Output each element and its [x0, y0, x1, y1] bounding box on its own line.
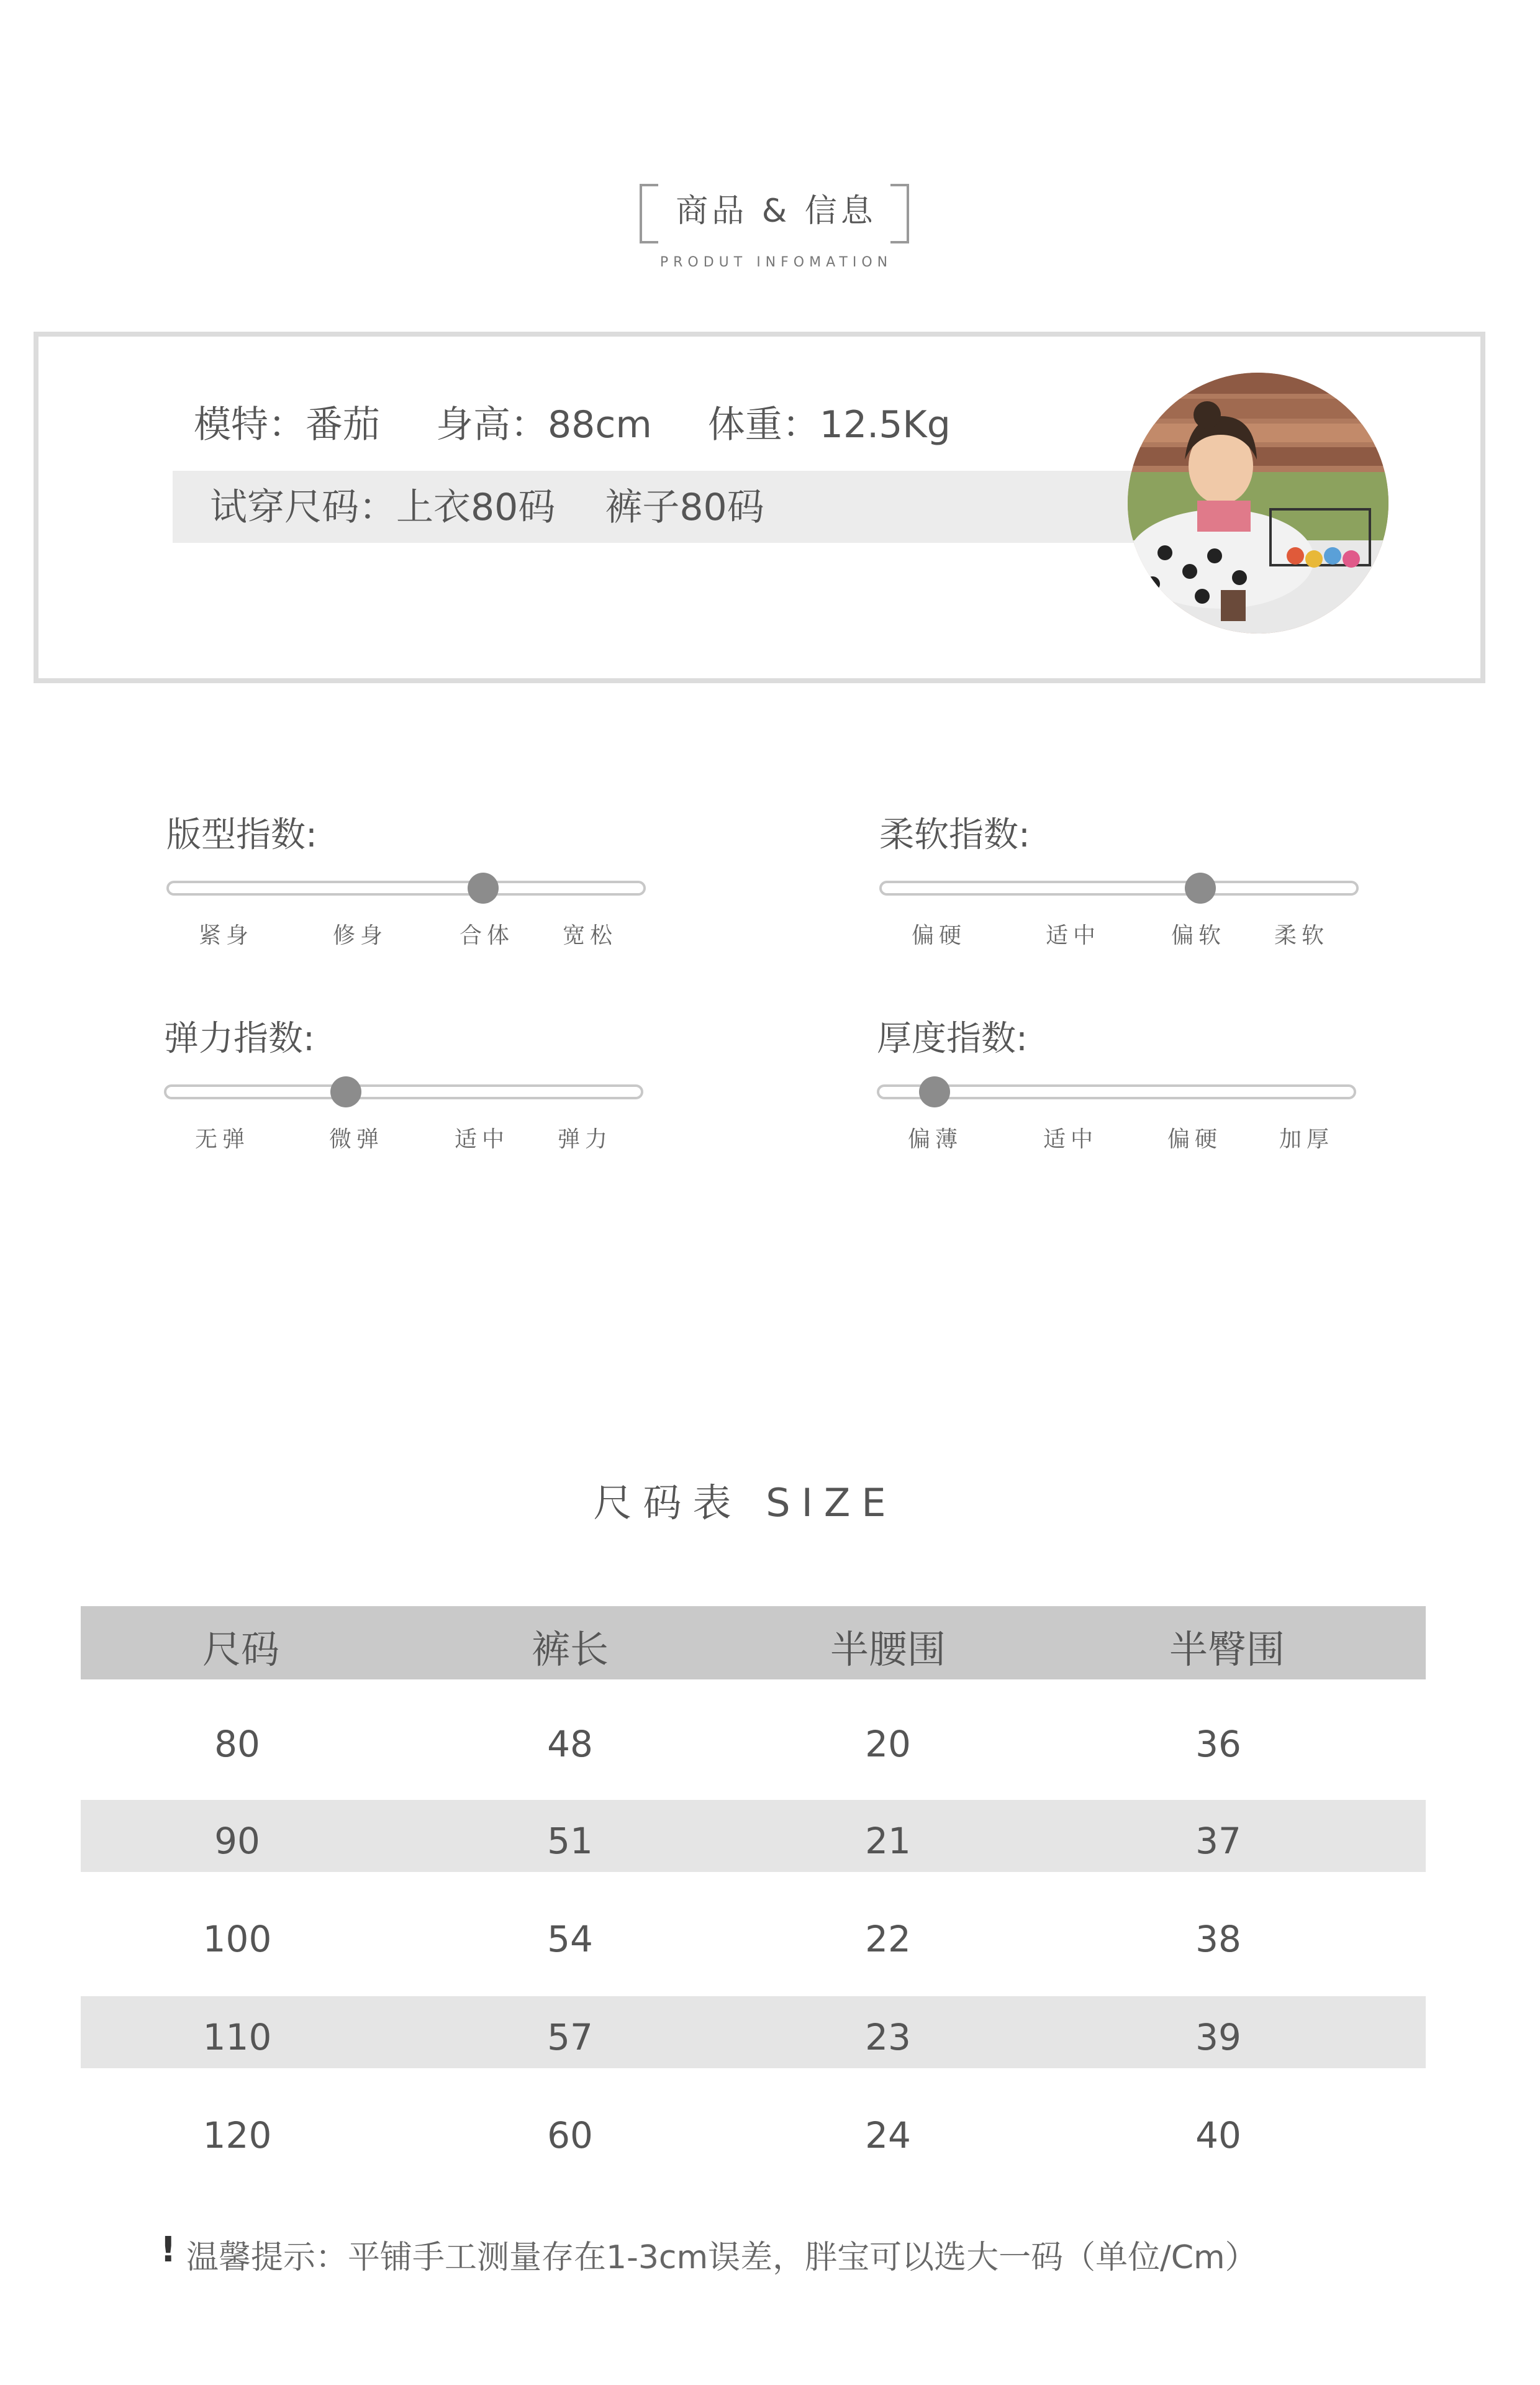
table-cell: 90 [214, 1820, 260, 1862]
table-cell: 100 [202, 1918, 272, 1960]
model-height: 身高：88cm [436, 403, 652, 447]
section-title: 商品 & 信息 [676, 193, 877, 230]
softness-index-title: 柔软指数: [879, 815, 1030, 855]
stretch-index-label: 弹力 [558, 1127, 613, 1152]
model-photo [1128, 373, 1388, 634]
thickness-index-title: 厚度指数: [877, 1019, 1028, 1059]
table-cell: 21 [865, 1820, 911, 1862]
size-table-title: 尺码表 SIZE [593, 1480, 897, 1525]
stretch-index-label: 微弹 [329, 1127, 384, 1152]
fit-index-knob [468, 873, 499, 904]
table-cell: 37 [1195, 1820, 1241, 1862]
table-cell: 24 [865, 2114, 911, 2156]
thickness-index-label: 偏薄 [908, 1127, 963, 1152]
softness-index-label: 偏硬 [912, 923, 967, 948]
table-cell: 40 [1195, 2114, 1241, 2156]
exclamation-icon: ! [160, 2230, 176, 2270]
softness-index-label: 柔软 [1274, 923, 1329, 948]
thickness-index-knob [919, 1076, 950, 1107]
table-cell: 38 [1195, 1918, 1241, 1960]
thickness-index-label: 加厚 [1279, 1127, 1334, 1152]
table-cell: 22 [865, 1918, 911, 1960]
stretch-index-knob [330, 1076, 361, 1107]
stretch-index-label: 适中 [455, 1127, 510, 1152]
model-stats [194, 395, 1007, 448]
table-cell: 36 [1195, 1723, 1241, 1765]
softness-index-label: 适中 [1046, 923, 1101, 948]
table-cell: 20 [865, 1723, 911, 1765]
fit-index-title: 版型指数: [166, 815, 317, 855]
softness-index-label: 偏软 [1171, 923, 1226, 948]
thickness-index-label: 适中 [1043, 1127, 1098, 1152]
thickness-index-label: 偏硬 [1167, 1127, 1223, 1152]
table-cell: 39 [1195, 2016, 1241, 2058]
table-cell: 57 [547, 2016, 593, 2058]
measurement-note: 温馨提示：平铺手工测量存在1-3cm误差，胖宝可以选大一码（单位/Cm） [186, 2239, 1257, 2276]
table-cell: 51 [547, 1820, 593, 1862]
stretch-index-track [164, 1084, 643, 1099]
model-weight: 体重：12.5Kg [707, 403, 951, 447]
table-cell: 60 [547, 2114, 593, 2156]
right-bracket-decoration [890, 184, 909, 243]
table-header-cell: 半腰围 [830, 1627, 946, 1672]
table-cell: 120 [202, 2114, 272, 2156]
table-cell: 80 [214, 1723, 260, 1765]
table-cell: 110 [202, 2016, 272, 2058]
fit-index-label: 宽松 [563, 923, 618, 948]
stretch-index-title: 弹力指数: [164, 1019, 315, 1059]
section-subtitle: PRODUT INFOMATION [659, 255, 893, 270]
softness-index-track [879, 881, 1359, 896]
try-size-top: 试穿尺码：上衣80码 [210, 486, 556, 529]
table-cell: 48 [547, 1723, 593, 1765]
fit-index-track [166, 881, 646, 896]
fit-index-label: 紧身 [199, 923, 254, 948]
stretch-index-label: 无弹 [195, 1127, 250, 1152]
softness-index-knob [1185, 873, 1216, 904]
fit-index-label: 合体 [460, 923, 515, 948]
table-header-cell: 半臀围 [1169, 1627, 1285, 1672]
try-size-pants: 裤子80码 [605, 486, 764, 529]
left-bracket-decoration [640, 184, 658, 243]
fit-index-label: 修身 [333, 923, 388, 948]
table-header-cell: 裤长 [531, 1627, 609, 1672]
table-cell: 23 [865, 2016, 911, 2058]
table-header-cell: 尺码 [202, 1627, 279, 1672]
table-cell: 54 [547, 1918, 593, 1960]
model-name: 模特：番茄 [194, 403, 380, 447]
try-size [210, 479, 814, 535]
